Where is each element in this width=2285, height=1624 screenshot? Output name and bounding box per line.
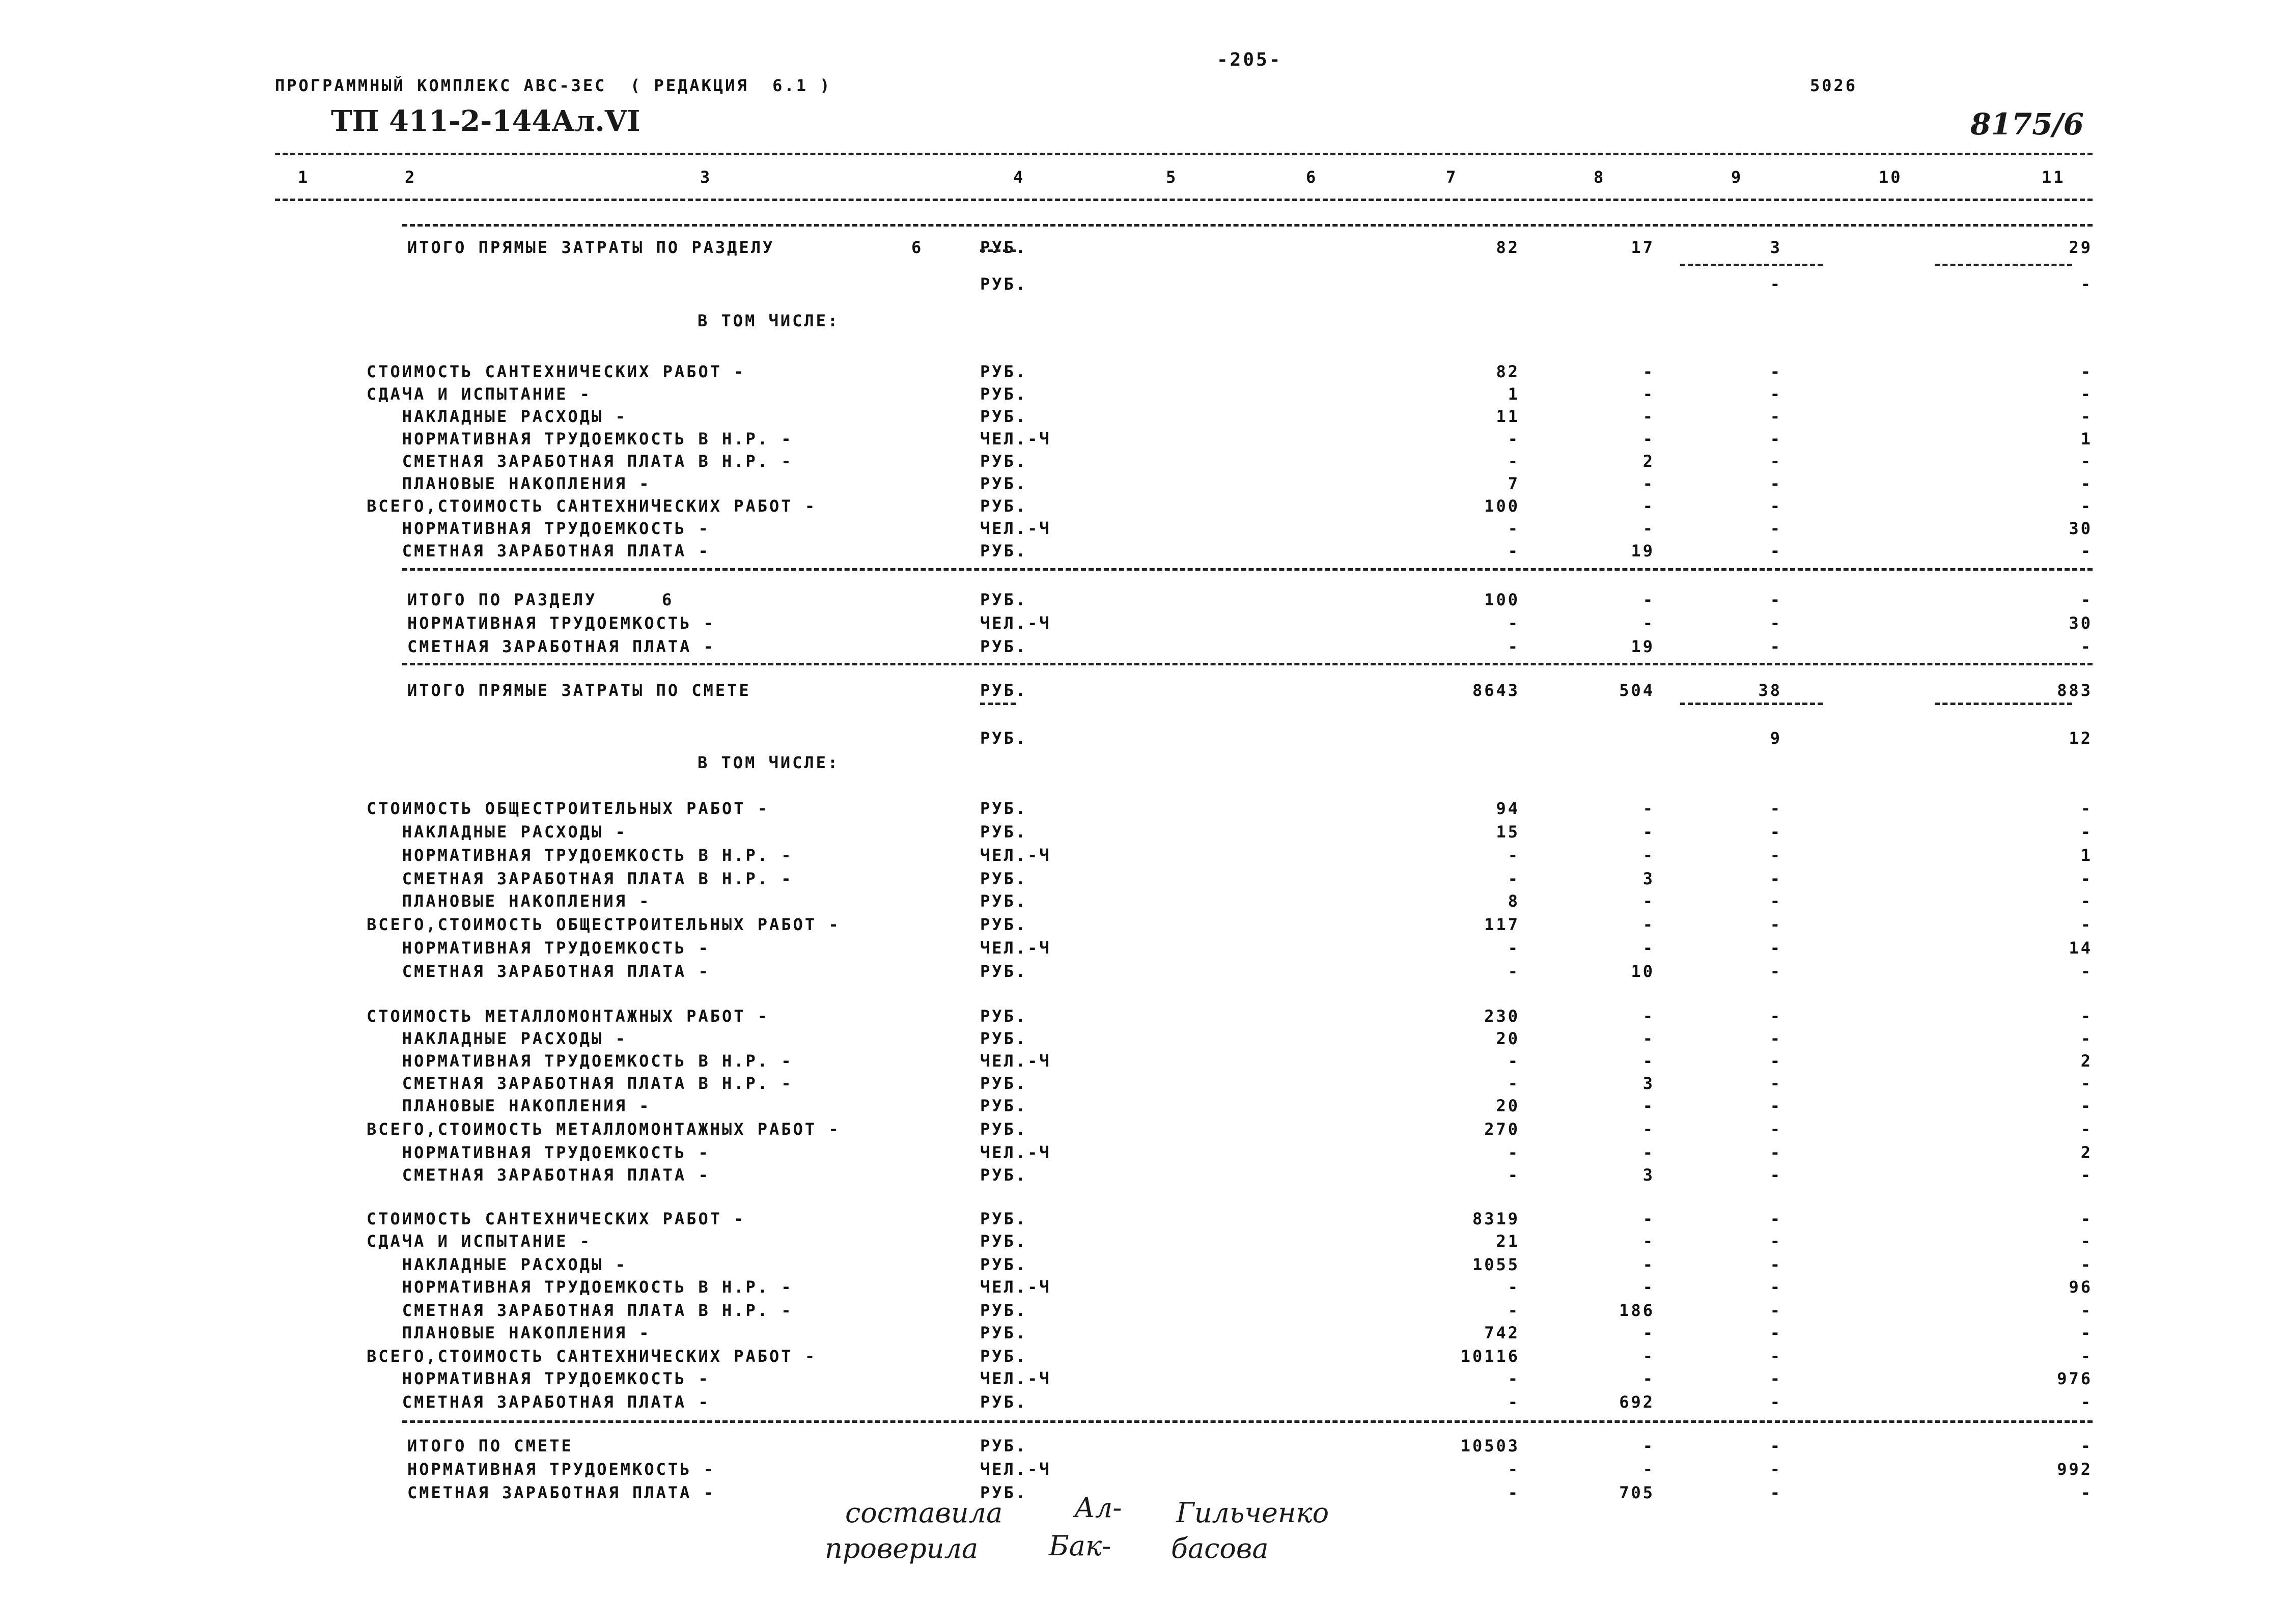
unit-cell: РУБ. — [980, 1483, 1028, 1502]
cell-col9: - — [1770, 1096, 1782, 1115]
row-label: НАКЛАДНЫЕ РАСХОДЫ - — [367, 407, 627, 426]
cell-col8: - — [1642, 1119, 1655, 1139]
signature-role-1: составила — [845, 1497, 1003, 1529]
cell-col8: 504 — [1619, 681, 1655, 700]
unit-cell: РУБ. — [980, 1301, 1028, 1320]
cell-col9: - — [1770, 274, 1782, 294]
cell-col8: - — [1642, 590, 1655, 609]
row-label: ИТОГО ПО СМЕТЕ — [407, 1436, 573, 1455]
cell-col8: - — [1642, 1143, 1655, 1162]
cell-col7: 8 — [1508, 891, 1520, 911]
unit-cell: РУБ. — [980, 1323, 1028, 1342]
cell-col7: - — [1508, 962, 1520, 981]
unit-cell: РУБ. — [980, 1255, 1028, 1274]
unit-cell: РУБ. — [980, 1392, 1028, 1412]
cell-col8: - — [1642, 1460, 1655, 1479]
unit-cell: РУБ. — [980, 452, 1028, 471]
cell-col7: 94 — [1496, 799, 1520, 818]
cell-col7: 8643 — [1472, 681, 1520, 700]
unit-cell: ЧЕЛ.-Ч — [980, 519, 1051, 538]
row-label: ПЛАНОВЫЕ НАКОПЛЕНИЯ - — [367, 891, 651, 911]
cell-col8: 3 — [1642, 869, 1655, 888]
cell-col7: - — [1508, 429, 1520, 449]
cell-col11: - — [2080, 1231, 2093, 1251]
subtotal-rule — [980, 249, 1016, 252]
signature-mark-1: Ал- — [1074, 1492, 1122, 1524]
cell-col9: - — [1770, 1347, 1782, 1366]
cell-col8: - — [1642, 384, 1655, 404]
column-header-8: 8 — [1594, 167, 1606, 187]
unit-cell: ЧЕЛ.-Ч — [980, 1051, 1051, 1071]
cell-col9: - — [1770, 429, 1782, 449]
cell-col8: 692 — [1619, 1392, 1655, 1412]
cell-col11: 30 — [2069, 613, 2093, 633]
cell-col9: - — [1770, 1143, 1782, 1162]
row-label: НОРМАТИВНАЯ ТРУДОЕМКОСТЬ - — [407, 1460, 715, 1479]
cell-col8: - — [1642, 1369, 1655, 1388]
cell-col9: - — [1770, 1051, 1782, 1071]
cell-col9: - — [1770, 1006, 1782, 1026]
cell-col8: - — [1642, 613, 1655, 633]
cell-col8: 10 — [1631, 962, 1655, 981]
cell-col11: - — [2080, 1029, 2093, 1048]
project-code: ТП 411-2-144Ал.VI — [331, 104, 640, 138]
cell-col8: - — [1642, 1006, 1655, 1026]
cell-col8: - — [1642, 1323, 1655, 1342]
cell-col11: - — [2080, 1119, 2093, 1139]
cell-col7: 270 — [1484, 1119, 1520, 1139]
cell-col7: 20 — [1496, 1029, 1520, 1048]
row-label: СДАЧА И ИСПЫТАНИЕ - — [367, 384, 592, 404]
cell-col11: - — [2080, 1255, 2093, 1274]
cell-col8: 705 — [1619, 1483, 1655, 1502]
cell-col8: - — [1642, 1029, 1655, 1048]
cell-col11: - — [2080, 1347, 2093, 1366]
row-label: НОРМАТИВНАЯ ТРУДОЕМКОСТЬ - — [367, 519, 710, 538]
unit-cell: РУБ. — [980, 891, 1028, 911]
cell-col11: - — [2080, 1074, 2093, 1093]
unit-cell: РУБ. — [980, 1096, 1028, 1115]
unit-cell: РУБ. — [980, 474, 1028, 493]
unit-cell: РУБ. — [980, 362, 1028, 381]
row-label: ВСЕГО,СТОИМОСТЬ САНТЕХНИЧЕСКИХ РАБОТ - — [367, 1347, 817, 1366]
cell-col7: 8319 — [1472, 1209, 1520, 1228]
unit-cell: РУБ. — [980, 590, 1028, 609]
cell-col7: - — [1508, 869, 1520, 888]
column-header-4: 4 — [1013, 167, 1025, 187]
cell-col7: 230 — [1484, 1006, 1520, 1026]
cell-col9: - — [1770, 1369, 1782, 1388]
unit-cell: РУБ. — [980, 1074, 1028, 1093]
unit-cell: ЧЕЛ.-Ч — [980, 1143, 1051, 1162]
cell-col8: 2 — [1642, 452, 1655, 471]
unit-cell: ЧЕЛ.-Ч — [980, 1277, 1051, 1297]
cell-col11: - — [2080, 1392, 2093, 1412]
section-number: 6 — [911, 238, 924, 257]
cell-col11: - — [2080, 452, 2093, 471]
cell-col9: - — [1770, 1231, 1782, 1251]
unit-cell: РУБ. — [980, 238, 1028, 257]
cell-col11: - — [2080, 362, 2093, 381]
cell-col9: - — [1770, 1460, 1782, 1479]
row-label: В ТОМ ЧИСЛЕ: — [698, 753, 840, 772]
cell-col7: - — [1508, 1483, 1520, 1502]
cell-col11: 14 — [2069, 938, 2093, 958]
unit-cell: РУБ. — [980, 729, 1028, 748]
cell-col7: - — [1508, 938, 1520, 958]
cell-col11: - — [2080, 891, 2093, 911]
cell-col9: - — [1770, 846, 1782, 865]
cell-col11: - — [2080, 384, 2093, 404]
row-label: СМЕТНАЯ ЗАРАБОТНАЯ ПЛАТА В Н.Р. - — [367, 869, 793, 888]
cell-col7: 10116 — [1460, 1347, 1520, 1366]
cell-col8: - — [1642, 362, 1655, 381]
row-label: НАКЛАДНЫЕ РАСХОДЫ - — [367, 1029, 627, 1048]
cell-col11: - — [2080, 962, 2093, 981]
cell-col9: - — [1770, 452, 1782, 471]
cell-col7: 7 — [1508, 474, 1520, 493]
row-label: НОРМАТИВНАЯ ТРУДОЕМКОСТЬ - — [407, 613, 715, 633]
cell-col7: 100 — [1484, 496, 1520, 516]
cell-col8: 3 — [1642, 1074, 1655, 1093]
unit-cell: РУБ. — [980, 1029, 1028, 1048]
cell-col11: - — [2080, 822, 2093, 842]
row-label: НОРМАТИВНАЯ ТРУДОЕМКОСТЬ В Н.Р. - — [367, 846, 793, 865]
column-header-5: 5 — [1166, 167, 1178, 187]
cell-col7: 82 — [1496, 362, 1520, 381]
cell-col11: - — [2080, 1301, 2093, 1320]
row-label: НОРМАТИВНАЯ ТРУДОЕМКОСТЬ В Н.Р. - — [367, 1277, 793, 1297]
cell-col11: - — [2080, 1436, 2093, 1455]
cell-col11: 1 — [2080, 846, 2093, 865]
cell-col7: - — [1508, 1143, 1520, 1162]
cell-col9: - — [1770, 1392, 1782, 1412]
cell-col8: - — [1642, 1209, 1655, 1228]
header-rule-bottom — [275, 199, 2093, 201]
header-code: 5026 — [1810, 76, 1858, 95]
cell-col8: 19 — [1631, 541, 1655, 561]
cell-col9: - — [1770, 1029, 1782, 1048]
row-label: НАКЛАДНЫЕ РАСХОДЫ - — [367, 1255, 627, 1274]
unit-cell: ЧЕЛ.-Ч — [980, 429, 1051, 449]
unit-cell: РУБ. — [980, 1231, 1028, 1251]
cell-col11: 2 — [2080, 1051, 2093, 1071]
subtotal-rule — [980, 703, 1016, 705]
row-label: НАКЛАДНЫЕ РАСХОДЫ - — [367, 822, 627, 842]
cell-col9: - — [1770, 869, 1782, 888]
cell-col9: - — [1770, 1209, 1782, 1228]
row-label: ИТОГО ПО РАЗДЕЛУ — [407, 590, 597, 609]
cell-col8: - — [1642, 1436, 1655, 1455]
row-label: ИТОГО ПРЯМЫЕ ЗАТРАТЫ ПО РАЗДЕЛУ — [407, 238, 775, 257]
cell-col7: - — [1508, 1460, 1520, 1479]
cell-col9: - — [1770, 637, 1782, 656]
cell-col9: - — [1770, 496, 1782, 516]
row-label: НОРМАТИВНАЯ ТРУДОЕМКОСТЬ - — [367, 1143, 710, 1162]
row-label: ВСЕГО,СТОИМОСТЬ ОБЩЕСТРОИТЕЛЬНЫХ РАБОТ - — [367, 915, 841, 934]
row-label: СТОИМОСТЬ САНТЕХНИЧЕСКИХ РАБОТ - — [367, 1209, 746, 1228]
unit-cell: РУБ. — [980, 496, 1028, 516]
cell-col9: 3 — [1770, 238, 1782, 257]
cell-col7: - — [1508, 1301, 1520, 1320]
cell-col9: - — [1770, 891, 1782, 911]
cell-col7: - — [1508, 1392, 1520, 1412]
row-label: СМЕТНАЯ ЗАРАБОТНАЯ ПЛАТА - — [367, 541, 710, 561]
subtotal-rule — [1935, 264, 2072, 266]
cell-col8: 3 — [1642, 1165, 1655, 1185]
row-label: СМЕТНАЯ ЗАРАБОТНАЯ ПЛАТА - — [407, 1483, 715, 1502]
unit-cell: РУБ. — [980, 1006, 1028, 1026]
row-label: СТОИМОСТЬ МЕТАЛЛОМОНТАЖНЫХ РАБОТ - — [367, 1006, 770, 1026]
cell-col9: - — [1770, 590, 1782, 609]
cell-col11: 30 — [2069, 519, 2093, 538]
cell-col8: - — [1642, 496, 1655, 516]
unit-cell: РУБ. — [980, 1347, 1028, 1366]
cell-col8: - — [1642, 822, 1655, 842]
cell-col9: - — [1770, 519, 1782, 538]
column-header-3: 3 — [700, 167, 712, 187]
unit-cell: РУБ. — [980, 1165, 1028, 1185]
cell-col9: - — [1770, 1119, 1782, 1139]
cell-col7: 1055 — [1472, 1255, 1520, 1274]
cell-col11: - — [2080, 637, 2093, 656]
cell-col7: 20 — [1496, 1096, 1520, 1115]
signature-name-2: басова — [1171, 1532, 1269, 1564]
unit-cell: РУБ. — [980, 1119, 1028, 1139]
cell-col8: 186 — [1619, 1301, 1655, 1320]
cell-col11: - — [2080, 915, 2093, 934]
unit-cell: РУБ. — [980, 799, 1028, 818]
unit-cell: РУБ. — [980, 407, 1028, 426]
unit-cell: РУБ. — [980, 869, 1028, 888]
cell-col7: - — [1508, 1369, 1520, 1388]
cell-col8: 17 — [1631, 238, 1655, 257]
cell-col8: - — [1642, 1277, 1655, 1297]
cell-col11: - — [2080, 474, 2093, 493]
cell-col7: 742 — [1484, 1323, 1520, 1342]
column-header-10: 10 — [1879, 167, 1903, 187]
cell-col9: - — [1770, 1165, 1782, 1185]
unit-cell: РУБ. — [980, 962, 1028, 981]
row-label: СМЕТНАЯ ЗАРАБОТНАЯ ПЛАТА - — [407, 637, 715, 656]
row-label: ПЛАНОВЫЕ НАКОПЛЕНИЯ - — [367, 1096, 651, 1115]
row-label: ВСЕГО,СТОИМОСТЬ МЕТАЛЛОМОНТАЖНЫХ РАБОТ - — [367, 1119, 841, 1139]
cell-col9: - — [1770, 1255, 1782, 1274]
section-rule — [402, 663, 2093, 665]
cell-col11: - — [2080, 1483, 2093, 1502]
column-header-9: 9 — [1731, 167, 1743, 187]
cell-col9: - — [1770, 407, 1782, 426]
cell-col8: - — [1642, 938, 1655, 958]
cell-col11: 12 — [2069, 729, 2093, 748]
cell-col9: 9 — [1770, 729, 1782, 748]
cell-col11: - — [2080, 274, 2093, 294]
cell-col7: 100 — [1484, 590, 1520, 609]
cell-col7: - — [1508, 452, 1520, 471]
cell-col11: - — [2080, 496, 2093, 516]
signature-name-1: Гильченко — [1176, 1497, 1329, 1529]
column-header-2: 2 — [405, 167, 417, 187]
cell-col11: - — [2080, 1006, 2093, 1026]
header-rule-top — [275, 153, 2093, 155]
cell-col8: - — [1642, 429, 1655, 449]
cell-col9: - — [1770, 822, 1782, 842]
cell-col8: - — [1642, 1347, 1655, 1366]
row-label: СМЕТНАЯ ЗАРАБОТНАЯ ПЛАТА В Н.Р. - — [367, 1074, 793, 1093]
row-label: СМЕТНАЯ ЗАРАБОТНАЯ ПЛАТА - — [367, 1392, 710, 1412]
section-rule — [402, 224, 2093, 227]
unit-cell: ЧЕЛ.-Ч — [980, 1460, 1051, 1479]
cell-col9: - — [1770, 915, 1782, 934]
cell-col11: 883 — [2057, 681, 2093, 700]
cell-col11: 1 — [2080, 429, 2093, 449]
cell-col8: 19 — [1631, 637, 1655, 656]
cell-col9: - — [1770, 1277, 1782, 1297]
cell-col7: - — [1508, 1051, 1520, 1071]
cell-col11: 29 — [2069, 238, 2093, 257]
unit-cell: РУБ. — [980, 681, 1028, 700]
row-label: В ТОМ ЧИСЛЕ: — [698, 311, 840, 330]
page-number: -205- — [1217, 49, 1283, 70]
cell-col11: - — [2080, 799, 2093, 818]
cell-col11: 96 — [2069, 1277, 2093, 1297]
cell-col7: 1 — [1508, 384, 1520, 404]
section-rule — [402, 1420, 2093, 1423]
cell-col8: - — [1642, 407, 1655, 426]
row-label: ПЛАНОВЫЕ НАКОПЛЕНИЯ - — [367, 474, 651, 493]
section-rule — [402, 568, 2093, 571]
cell-col7: 21 — [1496, 1231, 1520, 1251]
cell-col9: - — [1770, 474, 1782, 493]
cell-col9: - — [1770, 613, 1782, 633]
cell-col9: - — [1770, 362, 1782, 381]
row-label: СМЕТНАЯ ЗАРАБОТНАЯ ПЛАТА В Н.Р. - — [367, 452, 793, 471]
row-label: СМЕТНАЯ ЗАРАБОТНАЯ ПЛАТА В Н.Р. - — [367, 1301, 793, 1320]
cell-col9: - — [1770, 799, 1782, 818]
cell-col11: - — [2080, 1209, 2093, 1228]
cell-col8: - — [1642, 799, 1655, 818]
cell-col7: - — [1508, 846, 1520, 865]
row-label: НОРМАТИВНАЯ ТРУДОЕМКОСТЬ В Н.Р. - — [367, 1051, 793, 1071]
unit-cell: ЧЕЛ.-Ч — [980, 613, 1051, 633]
subtotal-rule — [1935, 703, 2072, 705]
cell-col7: 15 — [1496, 822, 1520, 842]
row-label: ИТОГО ПРЯМЫЕ ЗАТРАТЫ ПО СМЕТЕ — [407, 681, 751, 700]
cell-col8: - — [1642, 474, 1655, 493]
unit-cell: РУБ. — [980, 1436, 1028, 1455]
unit-cell: РУБ. — [980, 274, 1028, 294]
cell-col8: - — [1642, 519, 1655, 538]
row-label: СМЕТНАЯ ЗАРАБОТНАЯ ПЛАТА - — [367, 1165, 710, 1185]
unit-cell: РУБ. — [980, 1209, 1028, 1228]
cell-col8: - — [1642, 1231, 1655, 1251]
signature-mark-2: Бак- — [1049, 1530, 1111, 1562]
unit-cell: РУБ. — [980, 637, 1028, 656]
column-header-7: 7 — [1446, 167, 1458, 187]
row-label: ВСЕГО,СТОИМОСТЬ САНТЕХНИЧЕСКИХ РАБОТ - — [367, 496, 817, 516]
cell-col7: - — [1508, 1277, 1520, 1297]
cell-col11: - — [2080, 1165, 2093, 1185]
row-label: СДАЧА И ИСПЫТАНИЕ - — [367, 1231, 592, 1251]
row-label: НОРМАТИВНАЯ ТРУДОЕМКОСТЬ - — [367, 938, 710, 958]
cell-col8: - — [1642, 846, 1655, 865]
unit-cell: РУБ. — [980, 384, 1028, 404]
cell-col8: - — [1642, 891, 1655, 911]
cell-col11: - — [2080, 541, 2093, 561]
header-title: ПРОГРАММНЫЙ КОМПЛЕКС АВС-ЗЕС ( РЕДАКЦИЯ 6.1 ) — [275, 76, 832, 95]
signature-role-2: проверила — [825, 1532, 979, 1564]
column-header-11: 11 — [2042, 167, 2066, 187]
cell-col7: - — [1508, 519, 1520, 538]
cell-col7: - — [1508, 541, 1520, 561]
unit-cell: ЧЕЛ.-Ч — [980, 846, 1051, 865]
row-label: НОРМАТИВНАЯ ТРУДОЕМКОСТЬ - — [367, 1369, 710, 1388]
cell-col11: 2 — [2080, 1143, 2093, 1162]
cell-col9: - — [1770, 962, 1782, 981]
cell-col11: - — [2080, 590, 2093, 609]
cell-col8: - — [1642, 1096, 1655, 1115]
cell-col7: - — [1508, 1165, 1520, 1185]
column-header-1: 1 — [298, 167, 310, 187]
cell-col11: - — [2080, 1096, 2093, 1115]
cell-col7: - — [1508, 1074, 1520, 1093]
cell-col8: - — [1642, 1255, 1655, 1274]
subtotal-rule — [1680, 703, 1823, 705]
cell-col9: - — [1770, 1074, 1782, 1093]
cell-col7: 117 — [1484, 915, 1520, 934]
row-label: СМЕТНАЯ ЗАРАБОТНАЯ ПЛАТА - — [367, 962, 710, 981]
cell-col11: - — [2080, 1323, 2093, 1342]
unit-cell: ЧЕЛ.-Ч — [980, 1369, 1051, 1388]
cell-col11: - — [2080, 407, 2093, 426]
unit-cell: ЧЕЛ.-Ч — [980, 938, 1051, 958]
row-label: СТОИМОСТЬ САНТЕХНИЧЕСКИХ РАБОТ - — [367, 362, 746, 381]
subtotal-rule — [1680, 264, 1823, 266]
cell-col11: - — [2080, 869, 2093, 888]
cell-col7: - — [1508, 613, 1520, 633]
cell-col9: - — [1770, 938, 1782, 958]
cell-col9: - — [1770, 1323, 1782, 1342]
cell-col9: - — [1770, 1436, 1782, 1455]
cell-col9: 38 — [1758, 681, 1782, 700]
cell-col7: - — [1508, 637, 1520, 656]
cell-col7: 82 — [1496, 238, 1520, 257]
cell-col9: - — [1770, 541, 1782, 561]
row-label: СТОИМОСТЬ ОБЩЕСТРОИТЕЛЬНЫХ РАБОТ - — [367, 799, 770, 818]
cell-col9: - — [1770, 384, 1782, 404]
sheet-ref: 8175/6 — [1970, 107, 2084, 142]
cell-col11: 976 — [2057, 1369, 2093, 1388]
cell-col7: 11 — [1496, 407, 1520, 426]
row-label: НОРМАТИВНАЯ ТРУДОЕМКОСТЬ В Н.Р. - — [367, 429, 793, 449]
unit-cell: РУБ. — [980, 541, 1028, 561]
cell-col9: - — [1770, 1301, 1782, 1320]
section-number: 6 — [662, 590, 674, 609]
cell-col9: - — [1770, 1483, 1782, 1502]
cell-col11: 992 — [2057, 1460, 2093, 1479]
column-header-6: 6 — [1306, 167, 1318, 187]
unit-cell: РУБ. — [980, 822, 1028, 842]
cell-col8: - — [1642, 915, 1655, 934]
cell-col8: - — [1642, 1051, 1655, 1071]
unit-cell: РУБ. — [980, 915, 1028, 934]
cell-col7: 10503 — [1460, 1436, 1520, 1455]
row-label: ПЛАНОВЫЕ НАКОПЛЕНИЯ - — [367, 1323, 651, 1342]
